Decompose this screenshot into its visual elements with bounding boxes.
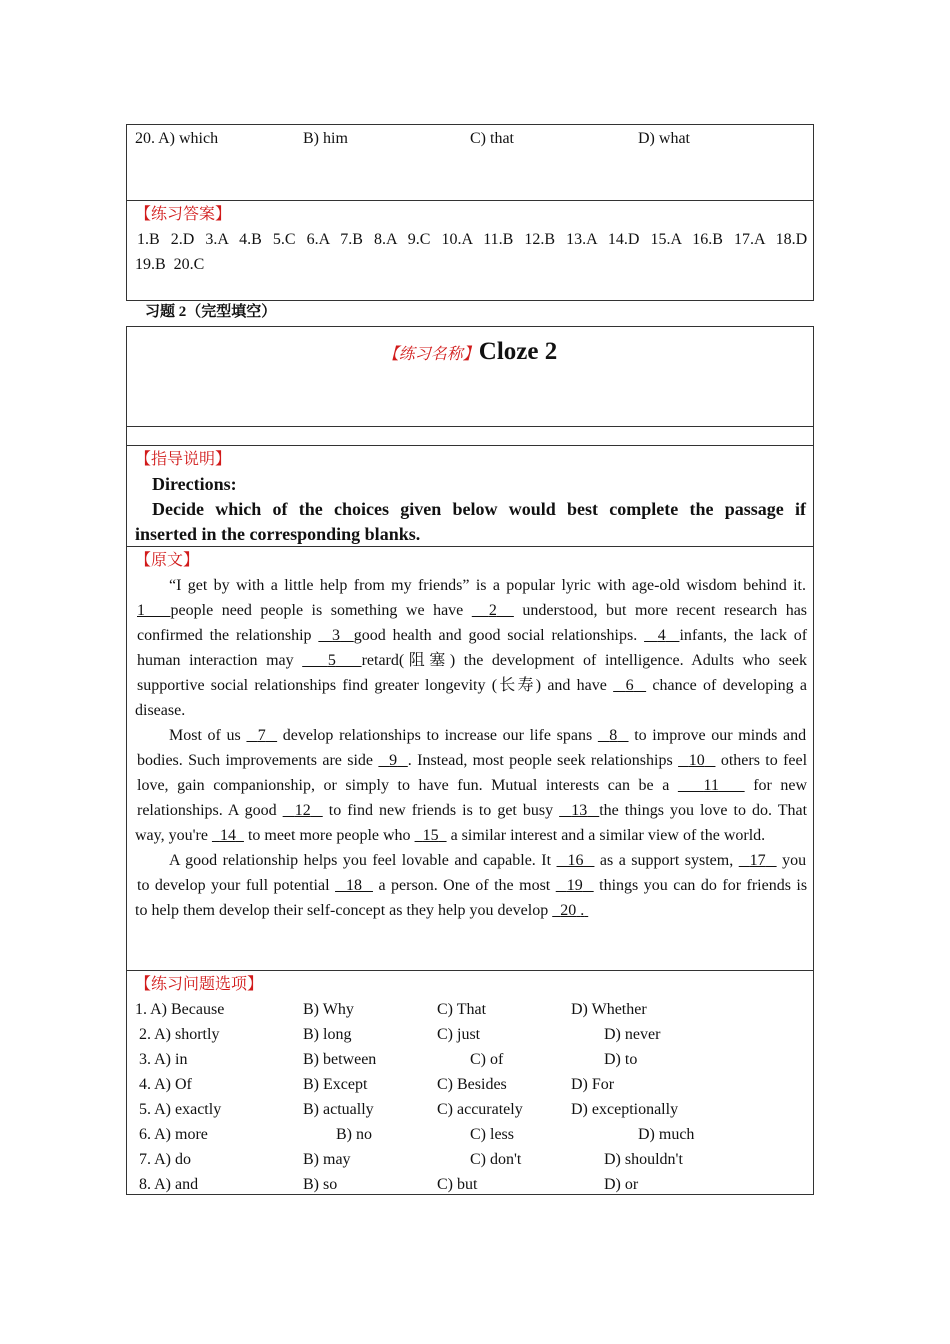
option-2a: 2. A) shortly [139, 1026, 220, 1043]
option-6c: C) less [470, 1126, 514, 1143]
empty-row [126, 426, 814, 446]
directions-box [126, 445, 814, 547]
option-6b: B) no [336, 1126, 372, 1143]
blank-14: 14 [219, 827, 236, 844]
options-box [126, 970, 814, 1195]
option-7a: 7. A) do [139, 1151, 191, 1168]
blank-18: 18 [346, 877, 362, 894]
passage-p2-line1: Most of us 7 develop relationships to increase our life spans 8 to improve our minds and [169, 727, 807, 744]
option-8c: C) but [437, 1176, 478, 1193]
blank-11: 11 [703, 777, 719, 794]
answers-line-1: 1.B 2.D 3.A 4.B 5.C 6.A 7.B 8.A 9.C 10.A 11.B 12.B 13.A 14.D 15.A 16.B 17.A 18.D [137, 231, 808, 248]
option-1c: C) That [437, 1001, 487, 1018]
passage-p2-line5: way, you're 14 to meet more people who 15 a similar interest and a similar view of the world. [135, 827, 766, 844]
passage-p3-line1: A good relationship helps you feel lovable and capable. It 16 as a support system, 17 you [169, 852, 807, 869]
q20-option-c: C) that [470, 130, 514, 147]
q20-option-b: B) him [303, 130, 348, 147]
option-1a: 1. A) Because [135, 1001, 225, 1018]
answers-line-2: 19.B 20.C [135, 256, 205, 273]
option-2b: B) long [303, 1026, 352, 1043]
blank-6: 6 [625, 677, 634, 694]
passage-p1-line4: human interaction may 5 retard(阻塞) the development of intelligence. Adults who seek [137, 652, 808, 669]
option-3d: D) to [604, 1051, 638, 1068]
option-5a: 5. A) exactly [139, 1101, 222, 1118]
option-1b: B) Why [303, 1001, 354, 1018]
option-3b: B) between [303, 1051, 377, 1068]
passage-p2-line4: relationships. A good 12 to find new friends is to get busy 13 the things you love to do. That [137, 802, 808, 819]
option-4c: C) Besides [437, 1076, 507, 1093]
option-5b: B) actually [303, 1101, 374, 1118]
blank-8: 8 [609, 727, 618, 744]
passage-p1-line3: confirmed the relationship 3 good health and good social relationships. 4 infants, the lack of [137, 627, 808, 644]
option-7d: D) shouldn't [604, 1151, 683, 1168]
exercise-label: 【练习名称】 [382, 346, 479, 363]
option-1d: D) Whether [571, 1001, 647, 1018]
option-6d: D) much [638, 1126, 695, 1143]
option-4d: D) For [571, 1076, 615, 1093]
directions-title: Directions: [152, 474, 237, 494]
exercise-title [127, 337, 813, 370]
answers-box [126, 200, 814, 301]
passage-box [126, 546, 814, 971]
blank-12: 12 [294, 802, 311, 819]
question-20-box [126, 124, 814, 201]
blank-9: 9 [389, 752, 398, 769]
option-2c: C) just [437, 1026, 481, 1043]
blank-1: 1 [137, 602, 145, 619]
passage-p3-line3: to help them develop their self-concept as they help you develop 20 . [135, 902, 585, 919]
option-4a: 4. A) Of [139, 1076, 192, 1093]
exercise-name: Cloze 2 [478, 338, 558, 365]
passage-p1-line5: supportive social relationships find greater longevity (长寿) and have 6 chance of developing a [137, 677, 808, 694]
passage-p1-line2: 1 people need people is something we have 2 understood, but more recent research has [137, 602, 808, 619]
option-5c: C) accurately [437, 1101, 523, 1118]
blank-2: 2 [488, 602, 497, 619]
directions-line-1: Decide which of the choices given below would best complete the passage if [152, 499, 806, 519]
option-3c: C) of [470, 1051, 504, 1068]
blank-17: 17 [749, 852, 766, 869]
answers-header: 【练习答案】 [135, 206, 232, 223]
option-6a: 6. A) more [139, 1126, 208, 1143]
option-8b: B) so [303, 1176, 338, 1193]
passage-p2-line3: love, gain companionship, or simply to have fun. Mutual interests can be a 11 for new [137, 777, 808, 794]
blank-13: 13 [571, 802, 588, 819]
blank-15: 15 [422, 827, 439, 844]
option-8a: 8. A) and [139, 1176, 199, 1193]
option-3a: 3. A) in [139, 1051, 188, 1068]
q20-option-d: D) what [638, 130, 690, 147]
blank-10: 10 [688, 752, 705, 769]
blank-19: 19 [566, 877, 583, 894]
passage-p3-line2: to develop your full potential 18 a person. One of the most 19 things you can do for friends is [137, 877, 808, 894]
passage-p1-line6: disease. [135, 702, 186, 719]
blank-7: 7 [257, 727, 266, 744]
option-5d: D) exceptionally [571, 1101, 679, 1118]
exercise-name-box [126, 326, 814, 427]
blank-3: 3 [332, 627, 341, 644]
section-title: 习题 2（完型填空） [145, 304, 277, 320]
option-8d: D) or [604, 1176, 639, 1193]
passage-header: 【原文】 [135, 552, 200, 569]
option-4b: B) Except [303, 1076, 368, 1093]
directions-header: 【指导说明】 [135, 451, 232, 468]
options-header: 【练习问题选项】 [135, 976, 264, 993]
option-2d: D) never [604, 1026, 661, 1043]
option-7c: C) don't [470, 1151, 522, 1168]
directions-line-2: inserted in the corresponding blanks. [135, 524, 421, 544]
blank-5: 5 [327, 652, 336, 669]
q20-option-a: 20. A) which [135, 130, 219, 147]
blank-20: 20 [560, 902, 577, 919]
passage-p1-line1: “I get by with a little help from my friends” is a popular lyric with age-old wisdom behind it. [169, 577, 806, 594]
passage-p2-line2: bodies. Such improvements are side 9 . Instead, most people seek relationships 10 others to feel [137, 752, 808, 769]
option-7b: B) may [303, 1151, 351, 1168]
blank-16: 16 [567, 852, 584, 869]
blank-4: 4 [657, 627, 666, 644]
